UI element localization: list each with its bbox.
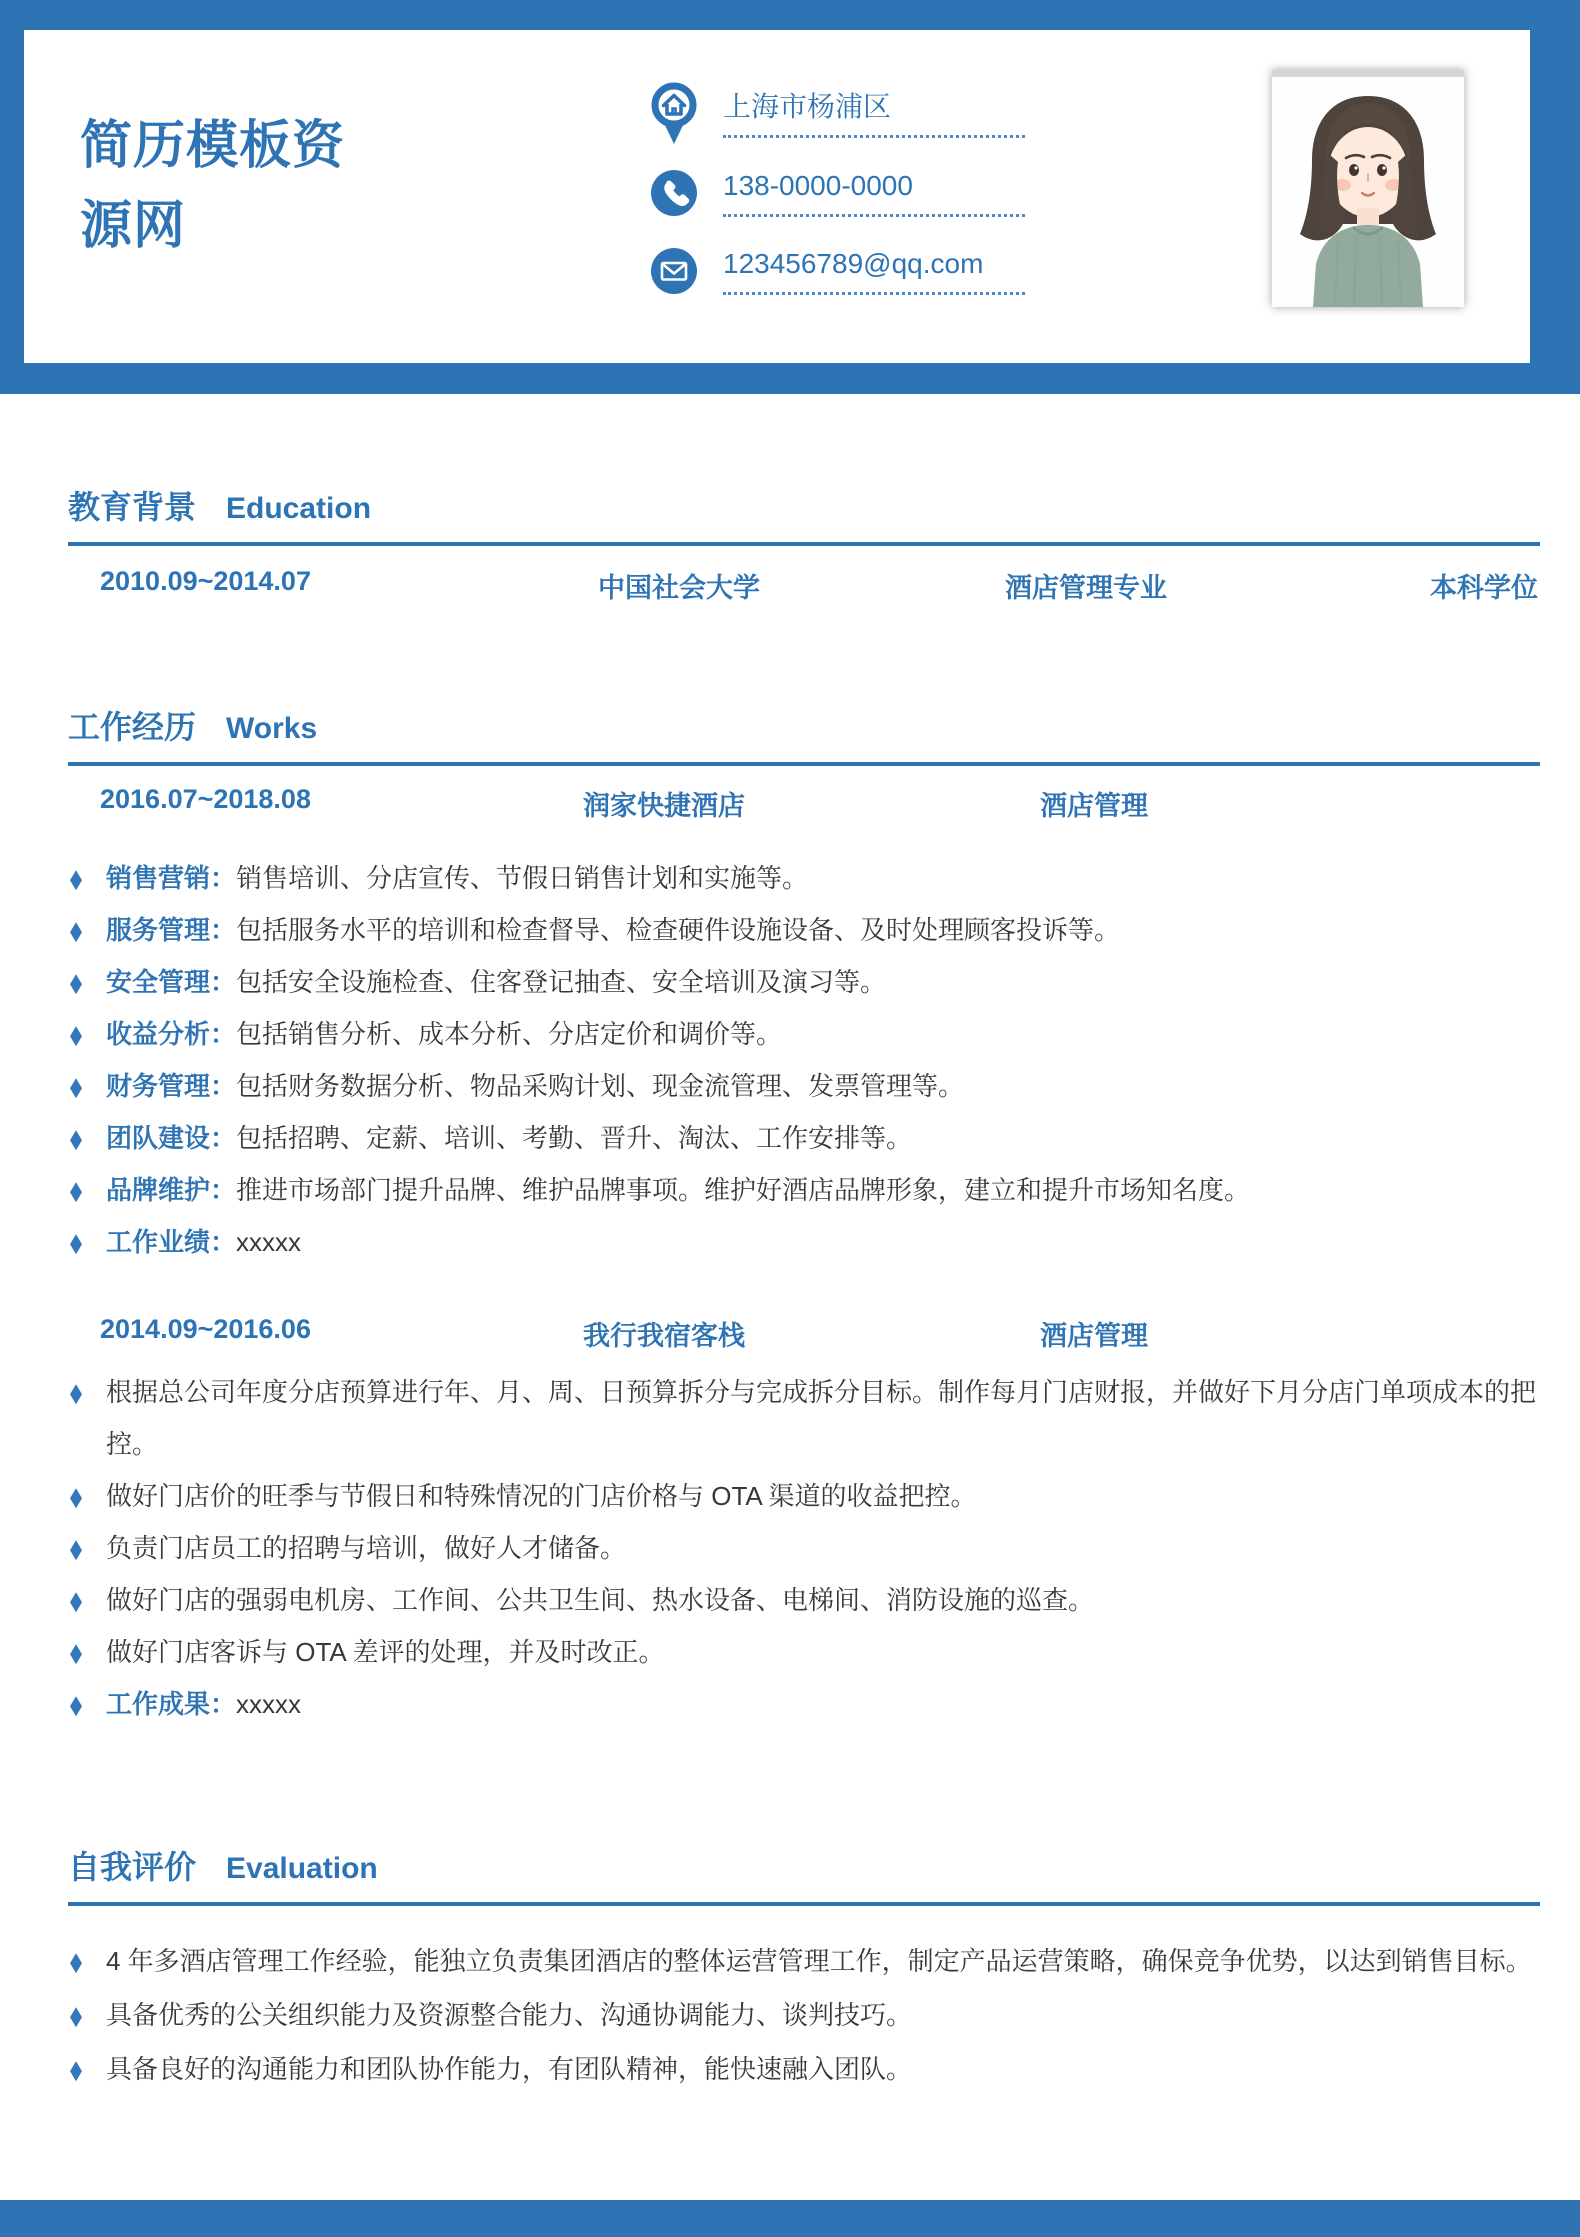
- bullet-text: 根据总公司年度分店预算进行年、月、周、日预算拆分与完成拆分目标。制作每月门店财报，并做好下月分店门单项成本的把控。: [106, 1377, 1537, 1459]
- job-period: 2014.09~2016.06: [100, 1314, 311, 1344]
- diamond-bullet-icon: ◆: [70, 1481, 82, 1511]
- location-pin-icon: [651, 82, 697, 146]
- list-item: [68, 2042, 1540, 2096]
- bullet-label: 财务管理：: [106, 1071, 237, 1101]
- education-period: 2010.09~2014.07: [100, 566, 311, 596]
- diamond-bullet-icon: ◆: [70, 2000, 82, 2030]
- bullet-label: 品牌维护：: [106, 1175, 237, 1205]
- section-title-zh: 自我评价: [68, 1849, 197, 1885]
- diamond-bullet-icon: ◆: [70, 1533, 82, 1563]
- education-degree: 本科学位: [1430, 573, 1538, 603]
- phone-text: 138-0000-0000: [723, 169, 1025, 218]
- profile-photo: [1272, 70, 1464, 307]
- education-school: 中国社会大学: [598, 573, 760, 603]
- diamond-bullet-icon: ◆: [70, 1585, 82, 1615]
- section-title-en: Evaluation: [226, 1852, 378, 1885]
- section-title-zh: 教育背景: [68, 489, 197, 525]
- bullet-text: 做好门店的强弱电机房、工作间、公共卫生间、热水设备、电梯间、消防设施的巡查。: [106, 1585, 1095, 1615]
- job-company: 润家快捷酒店: [583, 791, 745, 821]
- bullet-label: 工作业绩：: [106, 1227, 237, 1257]
- list-item: [68, 1060, 1540, 1112]
- section-title-en: Works: [226, 712, 318, 745]
- list-item: [68, 956, 1540, 1008]
- bullet-text: 负责门店员工的招聘与培训，做好人才储备。: [106, 1533, 627, 1563]
- contact-row-phone: [651, 162, 1025, 224]
- diamond-bullet-icon: ◆: [70, 1377, 82, 1407]
- diamond-bullet-icon: ◆: [70, 1071, 82, 1101]
- diamond-bullet-icon: ◆: [70, 1175, 82, 1205]
- list-item: [68, 1216, 1540, 1268]
- job-period: 2016.07~2018.08: [100, 784, 311, 814]
- job-company: 我行我宿客栈: [583, 1321, 745, 1351]
- header-frame: [0, 0, 1580, 394]
- section-title-en: Education: [226, 492, 372, 525]
- bullet-label: 销售营销：: [106, 863, 237, 893]
- footer-band: [0, 2200, 1580, 2237]
- list-item: [68, 1008, 1540, 1060]
- diamond-bullet-icon: ◆: [70, 2054, 82, 2084]
- list-item: [68, 1366, 1540, 1470]
- bullet-text: 包括安全设施检查、住客登记抽查、安全培训及演习等。: [236, 967, 887, 997]
- diamond-bullet-icon: ◆: [70, 967, 82, 997]
- bullet-text: 销售培训、分店宣传、节假日销售计划和实施等。: [236, 863, 809, 893]
- section-heading: [68, 482, 1540, 528]
- contact-row-location: [651, 82, 1025, 146]
- list-item: [68, 1164, 1540, 1216]
- diamond-bullet-icon: ◆: [70, 1689, 82, 1719]
- bullet-text: 包括招聘、定薪、培训、考勤、晋升、淘汰、工作安排等。: [236, 1123, 913, 1153]
- resume-title: 简历模板资源网: [80, 117, 346, 255]
- section-divider: [68, 542, 1540, 546]
- diamond-bullet-icon: ◆: [70, 1123, 82, 1153]
- job-bullet-list: [68, 852, 1540, 1268]
- bullet-text: 做好门店客诉与 OTA 差评的处理，并及时改正。: [106, 1637, 665, 1667]
- diamond-bullet-icon: ◆: [70, 915, 82, 945]
- bullet-text: 包括服务水平的培训和检查督导、检查硬件设施设备、及时处理顾客投诉等。: [236, 915, 1121, 945]
- bullet-text: 包括销售分析、成本分析、分店定价和调价等。: [236, 1019, 783, 1049]
- bullet-label: 安全管理：: [106, 967, 237, 997]
- education-row: [68, 566, 1540, 603]
- list-item: [68, 1522, 1540, 1574]
- section-education: [68, 482, 1540, 603]
- evaluation-bullet-list: [68, 1934, 1540, 2096]
- bullet-label: 团队建设：: [106, 1123, 237, 1153]
- header-panel: [24, 30, 1530, 363]
- list-item: [68, 1988, 1540, 2042]
- bullet-text: 4 年多酒店管理工作经验，能独立负责集团酒店的整体运营管理工作，制定产品运营策略，确保竞争优势，以达到销售目标。: [106, 1946, 1532, 1976]
- resume-body: [68, 394, 1540, 2096]
- email-text: 123456789@qq.com: [723, 247, 1025, 296]
- list-item: [68, 852, 1540, 904]
- bullet-label: 工作成果：: [106, 1689, 237, 1719]
- section-evaluation: [68, 1842, 1540, 2096]
- job-position: 酒店管理: [1040, 1321, 1148, 1351]
- job-position: 酒店管理: [1040, 791, 1148, 821]
- bullet-label: 服务管理：: [106, 915, 237, 945]
- section-title-zh: 工作经历: [68, 709, 197, 745]
- diamond-bullet-icon: ◆: [70, 1637, 82, 1667]
- location-text: 上海市杨浦区: [723, 90, 1025, 139]
- section-divider: [68, 762, 1540, 766]
- diamond-bullet-icon: ◆: [70, 1946, 82, 1976]
- diamond-bullet-icon: ◆: [70, 863, 82, 893]
- job-header-row: [68, 1314, 1540, 1351]
- contact-row-email: [651, 240, 1025, 302]
- job-bullet-list: [68, 1366, 1540, 1730]
- list-item: [68, 1626, 1540, 1678]
- section-heading: [68, 702, 1540, 748]
- section-works: [68, 702, 1540, 1730]
- diamond-bullet-icon: ◆: [70, 1227, 82, 1257]
- bullet-text: 推进市场部门提升品牌、维护品牌事项。维护好酒店品牌形象，建立和提升市场知名度。: [236, 1175, 1251, 1205]
- bullet-label: 收益分析：: [106, 1019, 237, 1049]
- bullet-text: 包括财务数据分析、物品采购计划、现金流管理、发票管理等。: [236, 1071, 965, 1101]
- list-item: [68, 1574, 1540, 1626]
- bullet-text: 做好门店价的旺季与节假日和特殊情况的门店价格与 OTA 渠道的收益把控。: [106, 1481, 977, 1511]
- job-header-row: [68, 784, 1540, 821]
- bullet-text: 具备良好的沟通能力和团队协作能力，有团队精神，能快速融入团队。: [106, 2054, 913, 2084]
- bullet-text: xxxxx: [236, 1227, 302, 1257]
- section-divider: [68, 1902, 1540, 1906]
- section-heading: [68, 1842, 1540, 1888]
- list-item: [68, 1112, 1540, 1164]
- bullet-text: xxxxx: [236, 1689, 302, 1719]
- education-major: 酒店管理专业: [1005, 573, 1167, 603]
- list-item: [68, 1934, 1540, 1988]
- diamond-bullet-icon: ◆: [70, 1019, 82, 1049]
- phone-icon: [651, 170, 697, 216]
- list-item: [68, 904, 1540, 956]
- email-icon: [651, 248, 697, 294]
- list-item: [68, 1470, 1540, 1522]
- list-item: [68, 1678, 1540, 1730]
- bullet-text: 具备优秀的公关组织能力及资源整合能力、沟通协调能力、谈判技巧。: [106, 2000, 913, 2030]
- contact-list: [651, 82, 1025, 318]
